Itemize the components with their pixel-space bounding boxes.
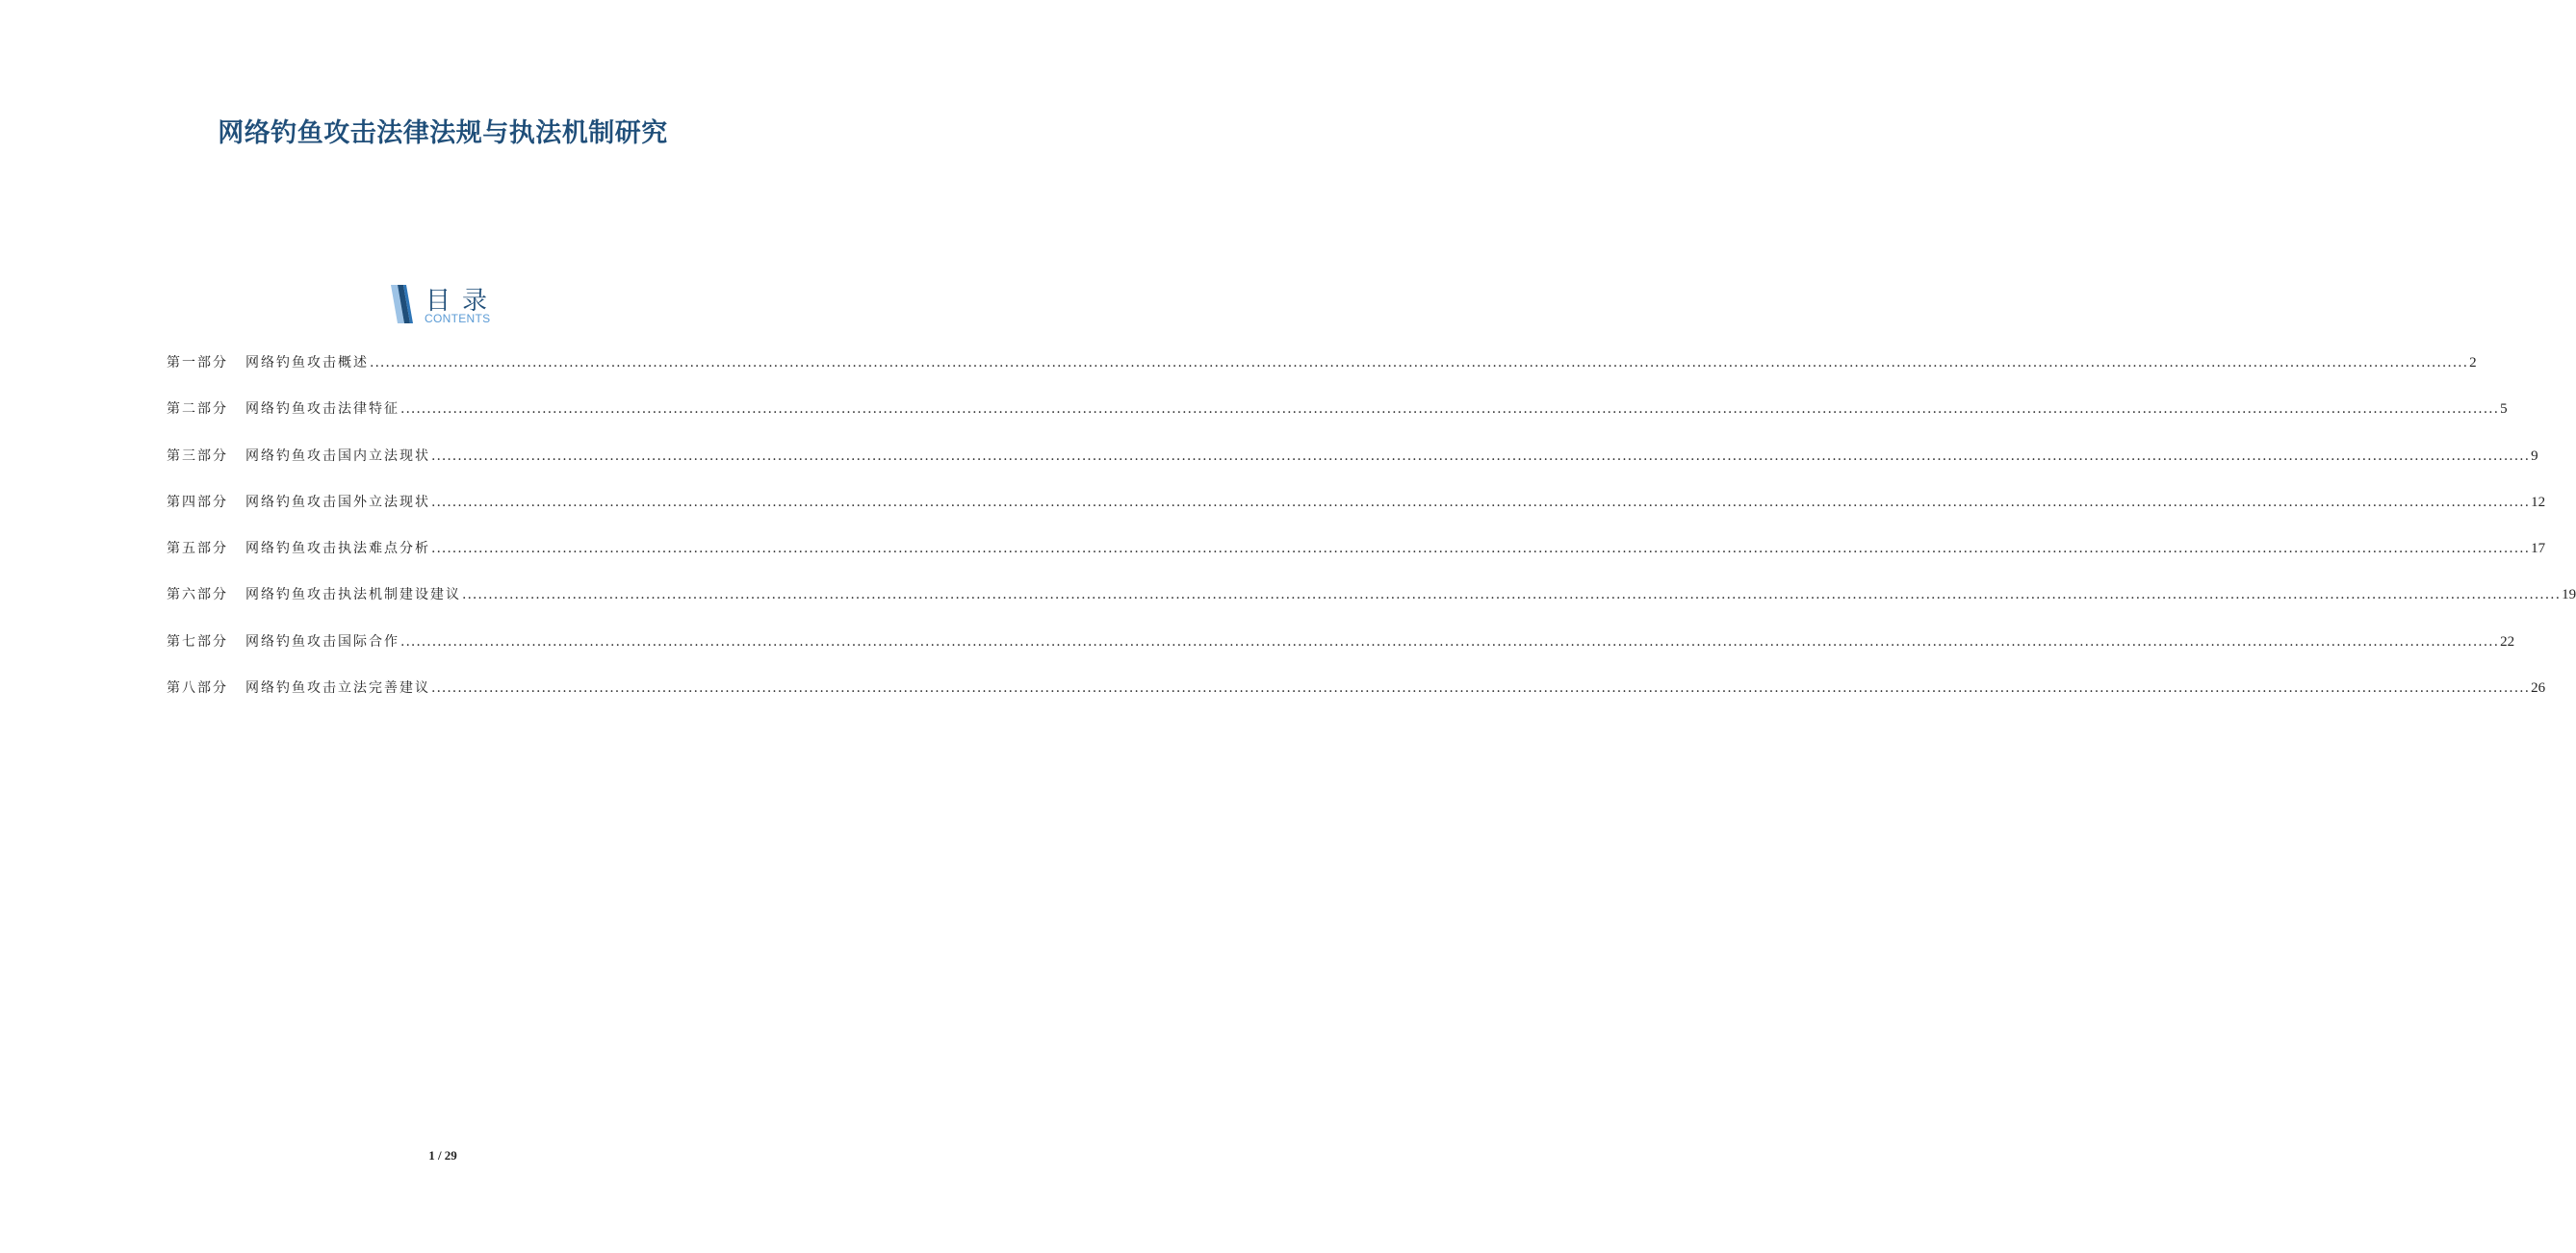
toc-entry-leader: ................................................................................................................................................................................................................................................................................................................................................................................................................ (370, 355, 2469, 371)
toc-entry-title: 网络钓鱼攻击执法难点分析 (245, 541, 430, 557)
toc-entry-leader: ................................................................................................................................................................................................................................................................................................................................................................................................................ (431, 541, 2531, 557)
toc-entry-title: 网络钓鱼攻击概述 (245, 355, 369, 371)
toc-entry-leader: ................................................................................................................................................................................................................................................................................................................................................................................................................ (462, 587, 2562, 603)
toc-entry-page: 2 (2469, 355, 2477, 371)
toc-entry-title: 网络钓鱼攻击立法完善建议 (245, 680, 430, 697)
toc-entry-page: 12 (2531, 494, 2546, 510)
toc-entry-part: 第七部分 (167, 633, 228, 650)
toc-subheading: CONTENTS (425, 312, 491, 325)
toc-entry-title: 网络钓鱼攻击国内立法现状 (245, 448, 430, 464)
toc-entry-leader: ................................................................................................................................................................................................................................................................................................................................................................................................................ (400, 633, 2500, 650)
toc-entry-part: 第六部分 (167, 587, 228, 603)
toc-entry[interactable] (167, 398, 2508, 445)
toc-entry[interactable] (167, 631, 2515, 678)
toc-entry-leader: ................................................................................................................................................................................................................................................................................................................................................................................................................ (400, 401, 2500, 418)
toc-entry-title: 网络钓鱼攻击国际合作 (245, 633, 399, 650)
toc-list (167, 352, 2576, 724)
toc-heading: 目录 (425, 287, 500, 316)
toc-header (389, 283, 514, 327)
toc-entry-part: 第一部分 (167, 355, 228, 371)
toc-entry-page: 26 (2531, 680, 2546, 697)
toc-entry-part: 第八部分 (167, 680, 228, 697)
toc-entry[interactable] (167, 584, 2576, 630)
toc-entry-part: 第三部分 (167, 448, 228, 464)
toc-entry-title: 网络钓鱼攻击执法机制建设建议 (245, 587, 461, 603)
toc-entry[interactable] (167, 538, 2546, 584)
page-indicator: 1 / 29 (428, 1148, 457, 1163)
document-title: 网络钓鱼攻击法律法规与执法机制研究 (218, 118, 668, 148)
toc-entry[interactable] (167, 492, 2546, 538)
toc-entry[interactable] (167, 446, 2538, 492)
toc-entry-leader: ................................................................................................................................................................................................................................................................................................................................................................................................................ (431, 680, 2531, 697)
toc-entry-leader: ................................................................................................................................................................................................................................................................................................................................................................................................................ (431, 494, 2531, 510)
toc-entry-part: 第四部分 (167, 494, 228, 510)
toc-entry-part: 第二部分 (167, 401, 228, 418)
contents-logo-icon (389, 283, 418, 325)
toc-entry[interactable] (167, 352, 2477, 398)
toc-entry-page: 5 (2500, 401, 2508, 418)
toc-entry-title: 网络钓鱼攻击国外立法现状 (245, 494, 430, 510)
toc-entry-page: 9 (2531, 448, 2538, 464)
toc-entry[interactable] (167, 678, 2546, 724)
toc-entry-title: 网络钓鱼攻击法律特征 (245, 401, 399, 418)
toc-entry-part: 第五部分 (167, 541, 228, 557)
toc-entry-page: 17 (2531, 541, 2546, 557)
toc-entry-leader: ................................................................................................................................................................................................................................................................................................................................................................................................................ (431, 448, 2531, 464)
toc-entry-page: 22 (2500, 633, 2515, 650)
toc-entry-page: 19 (2562, 587, 2576, 603)
